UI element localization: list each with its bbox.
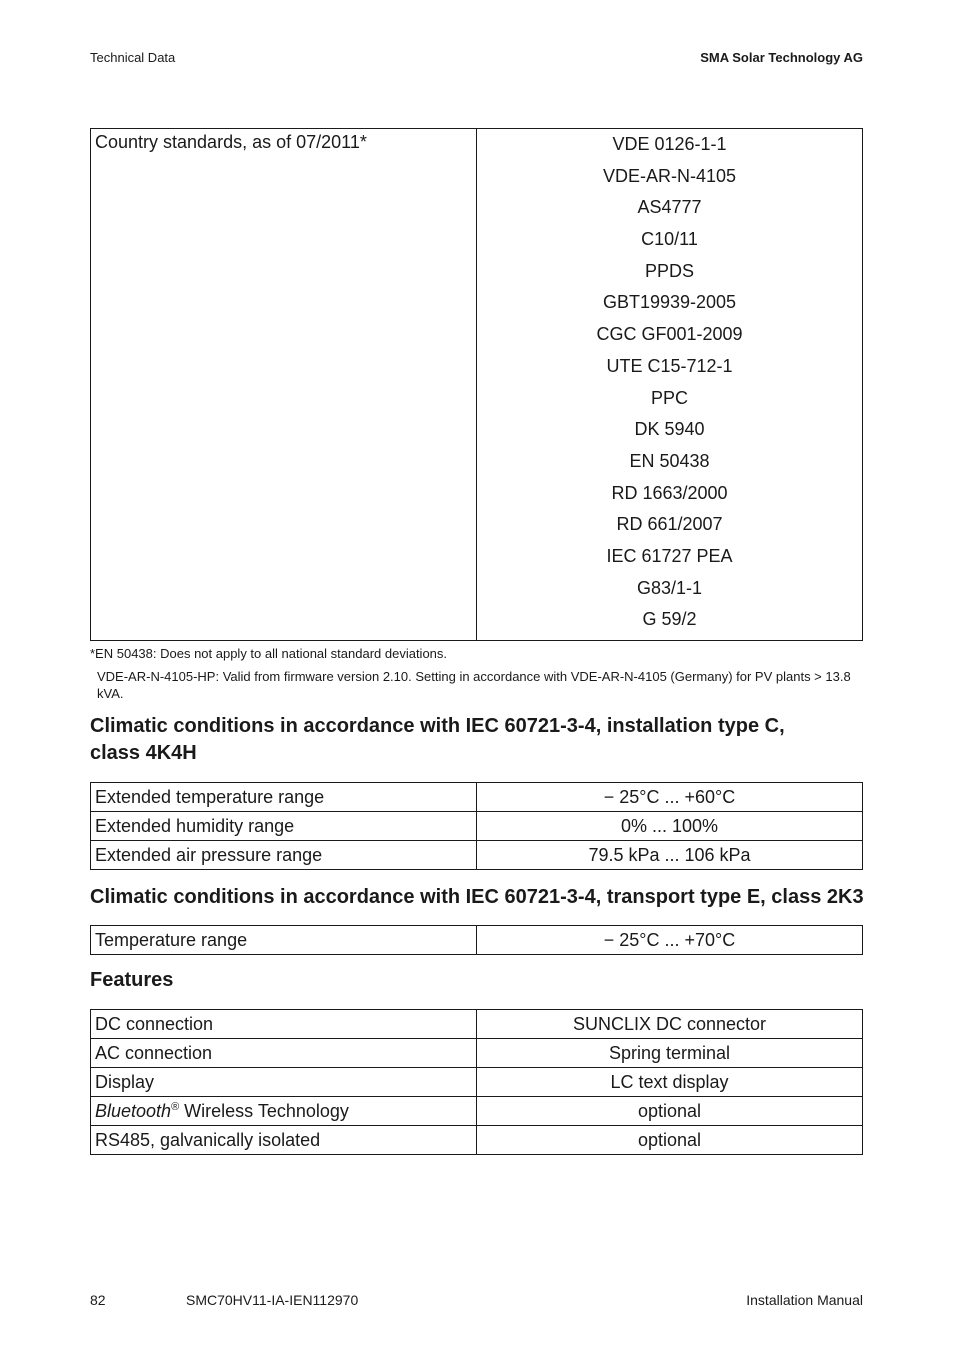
row-label: RS485, galvanically isolated bbox=[91, 1126, 477, 1155]
row-label: DC connection bbox=[91, 1010, 477, 1039]
standard-item: EN 50438 bbox=[629, 450, 710, 471]
standard-item: G 59/2 bbox=[642, 609, 697, 630]
section-heading-installation-climate: Climatic conditions in accordance with IEC 60721-3-4, installation type C, class 4K4H bbox=[90, 715, 785, 764]
row-label: Extended air pressure range bbox=[91, 841, 477, 870]
footnote-en50438: *EN 50438: Does not apply to all national standard deviations. bbox=[90, 646, 448, 661]
row-label: Extended humidity range bbox=[91, 812, 477, 841]
table-row bbox=[91, 129, 863, 641]
section-heading-features: Features bbox=[90, 969, 174, 991]
bluetooth-label: Bluetooth bbox=[95, 1100, 172, 1121]
table-row bbox=[91, 1068, 863, 1097]
row-value: optional bbox=[477, 1126, 863, 1155]
registered-mark: ® bbox=[171, 1100, 180, 1113]
features-table bbox=[90, 1009, 863, 1155]
document-id: SMC70HV11-IA-IEN112970 bbox=[186, 1292, 359, 1308]
standards-label: Country standards, as of 07/2011* bbox=[91, 129, 477, 641]
section-heading-transport-climate: Climatic conditions in accordance with IEC 60721-3-4, transport type E, class 2K3 bbox=[90, 886, 864, 908]
page-number: 82 bbox=[90, 1292, 106, 1308]
standard-item: PPDS bbox=[644, 260, 695, 281]
country-standards-table bbox=[90, 128, 863, 641]
standard-item: RD 1663/2000 bbox=[611, 482, 728, 503]
table-row bbox=[91, 783, 863, 812]
row-label-rest: Wireless Technology bbox=[179, 1100, 349, 1121]
standard-item: UTE C15-712-1 bbox=[606, 355, 733, 376]
standard-item: GBT19939-2005 bbox=[602, 292, 737, 313]
row-value: SUNCLIX DC connector bbox=[477, 1010, 863, 1039]
row-value: 0% ... 100% bbox=[477, 812, 863, 841]
standard-item: C10/11 bbox=[641, 229, 698, 250]
standard-item: IEC 61727 PEA bbox=[606, 545, 733, 566]
row-label: AC connection bbox=[91, 1039, 477, 1068]
manual-title: Installation Manual bbox=[746, 1292, 863, 1308]
row-value: optional bbox=[477, 1097, 863, 1126]
standard-item: PPC bbox=[650, 387, 688, 408]
row-value: LC text display bbox=[477, 1068, 863, 1097]
row-label: Display bbox=[91, 1068, 477, 1097]
standard-item: G83/1-1 bbox=[636, 577, 703, 598]
standard-item: CGC GF001-2009 bbox=[596, 324, 743, 345]
standard-item: DK 5940 bbox=[634, 419, 705, 440]
running-header-left: Technical Data bbox=[90, 50, 176, 65]
row-label bbox=[91, 1097, 477, 1126]
row-value: Spring terminal bbox=[477, 1039, 863, 1068]
footnote-vde-hp: VDE-AR-N-4105-HP: Valid from firmware version 2.10. Setting in accordance with VDE-AR-N-4105 (Germany) for PV plants > 13.8 kVA. bbox=[97, 669, 851, 701]
table-row bbox=[91, 1010, 863, 1039]
table-row bbox=[91, 1126, 863, 1155]
table-row bbox=[91, 812, 863, 841]
standards-list bbox=[477, 129, 863, 641]
installation-climate-table bbox=[90, 782, 863, 870]
table-row bbox=[91, 841, 863, 870]
running-header-right: SMA Solar Technology AG bbox=[700, 50, 863, 65]
standard-item: VDE 0126-1-1 bbox=[612, 134, 727, 154]
transport-climate-table bbox=[90, 925, 863, 955]
table-row bbox=[91, 1039, 863, 1068]
row-label: Temperature range bbox=[91, 926, 477, 955]
standard-item: VDE-AR-N-4105 bbox=[602, 165, 737, 186]
table-row bbox=[91, 1097, 863, 1126]
row-value: 79.5 kPa ... 106 kPa bbox=[477, 841, 863, 870]
row-label: Extended temperature range bbox=[91, 783, 477, 812]
table-row bbox=[91, 926, 863, 955]
standard-item: RD 661/2007 bbox=[616, 514, 723, 535]
row-value: − 25°C ... +70°C bbox=[477, 926, 863, 955]
standard-item: AS4777 bbox=[637, 197, 702, 218]
row-value: − 25°C ... +60°C bbox=[477, 783, 863, 812]
